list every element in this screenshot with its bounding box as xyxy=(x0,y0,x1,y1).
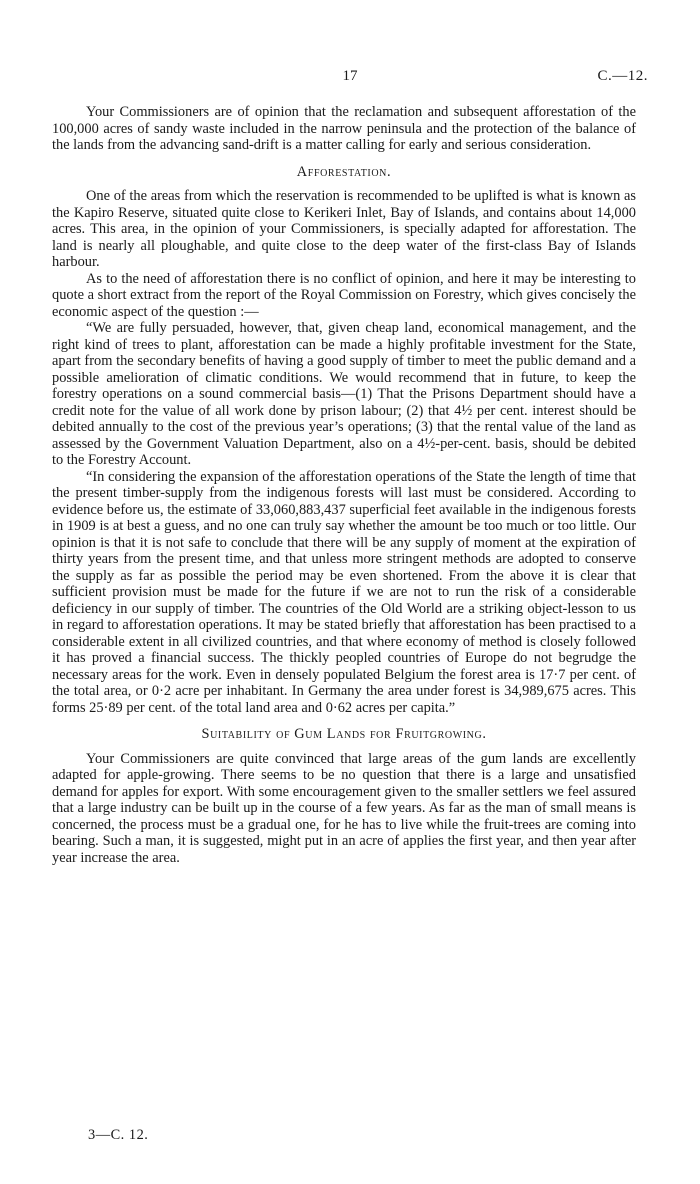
document-reference: C.—12. xyxy=(597,68,648,84)
paragraph-kapiro-reserve: One of the areas from which the reservation is recommended to be uplifted is what is known as the Kapiro Reserve, situated quite close to Kerikeri Inlet, Bay of Islands, and contains about 14,000 acres. This area, in the opinion of your Commissioners, is specially adapted for afforestation. The land is nearly all ploughable, and quite close to the deep water of the first-class Bay of Islands harbour. xyxy=(52,188,636,270)
heading-afforestation: Afforestation. xyxy=(296,163,392,180)
page-number: 17 xyxy=(342,68,358,84)
signature-reference: 3—C. 12. xyxy=(88,1127,149,1143)
quote-paragraph-timber-supply: “In considering the expansion of the afforestation operations of the State the length of time that the present timber-supply from the indigenous forests will last must be considered. According to evidence before us, the estimate of 33,060,883,437 superficial feet available in the indigenous forests in 1909 is at best a guess, and no one can truly say whether the amount be too much or too little. Our opinion is that it is not safe to conclude that there will be any supply of moment at the expiration of thirty years from the present time, and that unless more stringent methods are adopted to conserve the supply as far as possible the period may be even shortened. From the above it is clear that sufficient provision must be made for the future if we are not to run the risk of a considerable deficiency in our supply of timber. The countries of the Old World are a striking object-lesson to us in regard to afforestation operations. It may be stated briefly that afforestation has been practised to a considerable extent in all civilized countries, and that where economy of method is closely followed it has proved a financial success. The thickly peopled countries of Europe do not begrudge the necessary areas for the work. Even in densely populated Belgium the forest area is 17·7 per cent. of the total area, or 0·2 acre per inhabitant. In Germany the area under forest is 34,989,675 acres. This forms 25·89 per cent. of the total land area and 0·62 acres per capita.” xyxy=(52,468,636,716)
body-text xyxy=(52,104,636,866)
paragraph-apple-growing: Your Commissioners are quite convinced that large areas of the gum lands are excellently adapted for apple-growing. There seems to be no question that there is a large and unsatisfied demand for apples for export. With some encouragement given to the smaller settlers we feel assured that a large industry can be built up in the course of a few years. As far as the man of small means is concerned, the process must be a gradual one, for he has to live while the fruit-trees are coming into bearing. Such a man, it is suggested, might put in an acre of applies the first year, and then year after year increase the area. xyxy=(52,750,636,866)
page-header xyxy=(52,68,648,86)
heading-gum-lands-fruitgrowing: Suitability of Gum Lands for Fruitgrowing. xyxy=(201,726,487,742)
quote-paragraph-commercial-basis: “We are fully persuaded, however, that, given cheap land, economical management, and the right kind of trees to plant, afforestation can be made a highly profitable investment for the State, apart from the secondary benefits of having a good supply of timber to meet the public demand and a possible amelioration of climatic conditions. We would recommend that in future, to keep the forestry operations on a sound commercial basis—(1) That the Prisons Department should have a credit note for the value of all work done by prison labour; (2) that 4½ per cent. interest should be debited annually to the cost of the previous year’s operations; (3) that the rental value of the land as assessed by the Government Valuation Department, also on a 4½-per-cent. basis, should be debited to the Forestry Account. xyxy=(52,320,636,468)
paragraph-reclamation: Your Commissioners are of opinion that the reclamation and subsequent afforestation of the 100,000 acres of sandy waste included in the narrow peninsula and the protection of the balance of the lands from the advancing sand-drift is a matter calling for early and serious consideration. xyxy=(52,104,636,153)
paragraph-need-of-afforestation: As to the need of afforestation there is no conflict of opinion, and here it may be interesting to quote a short extract from the report of the Royal Commission on Forestry, which gives concisely the economic aspect of the question :— xyxy=(52,270,636,320)
